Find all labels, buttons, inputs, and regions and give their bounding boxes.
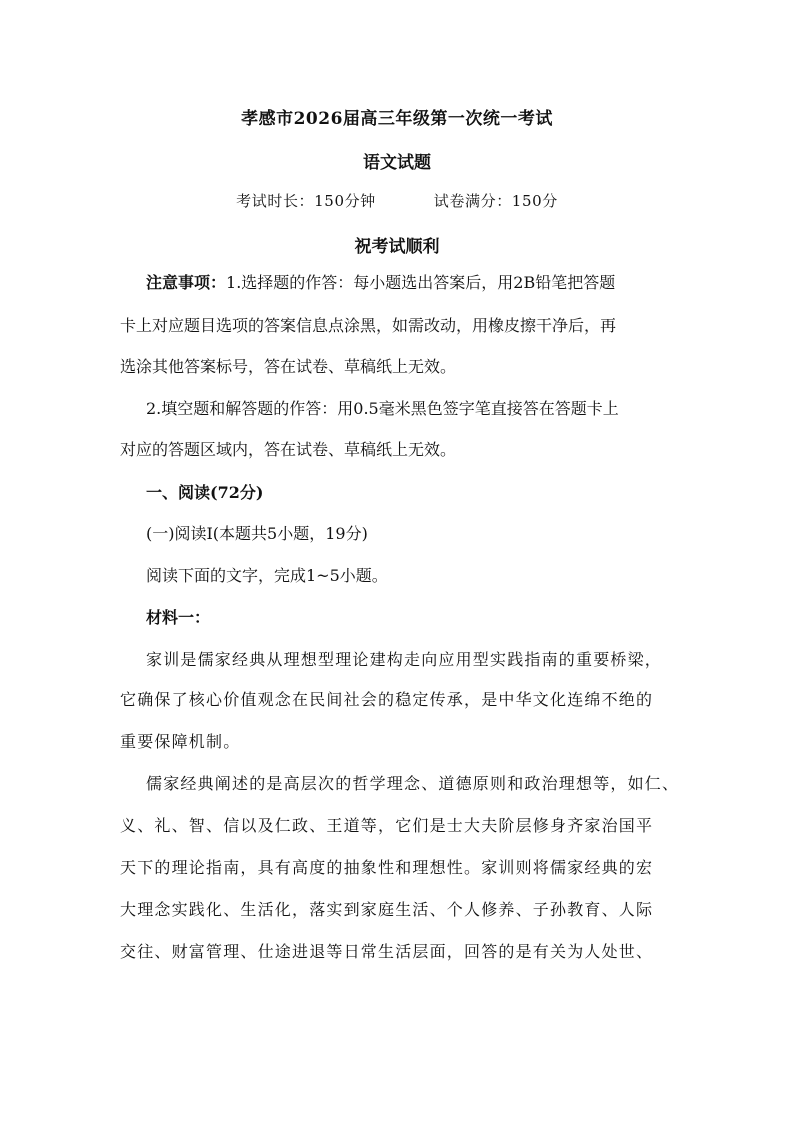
notice-line-4: 2.填空题和解答题的作答：用0.5毫米黑色签字笔直接答在答题卡上 <box>146 399 619 418</box>
passage-line: 家训是儒家经典从理想型理论建构走向应用型实践指南的重要桥梁， <box>146 650 663 669</box>
reading-instruction: 阅读下面的文字，完成1~5小题。 <box>146 566 388 585</box>
notice-line-1-text: 1.选择题的作答：每小题选出答案后，用2B铅笔把答题 <box>226 273 616 292</box>
passage-line: 交往、财富管理、仕途进退等日常生活层面，回答的是有关为人处世、 <box>120 942 654 961</box>
good-luck-text: 祝考试顺利 <box>354 237 440 257</box>
notice-line-2: 卡上对应题目选项的答案信息点涂黑，如需改动，用橡皮擦干净后，再 <box>120 316 617 335</box>
passage-line: 大理念实践化、生活化，落实到家庭生活、个人修养、子孙教育、人际 <box>120 900 654 919</box>
notice-line-5: 对应的答题区域内，答在试卷、草稿纸上无效。 <box>120 440 457 459</box>
passage-line: 它确保了核心价值观念在民间社会的稳定传承，是中华文化连绵不绝的 <box>120 690 654 709</box>
exam-title: 孝感市2026届高三年级第一次统一考试 <box>241 109 553 129</box>
passage-line: 儒家经典阐述的是高层次的哲学理念、道德原则和政治理想等，如仁、 <box>146 774 680 793</box>
passage-line: 天下的理论指南，具有高度的抽象性和理想性。家训则将儒家经典的宏 <box>120 858 654 877</box>
subject-title: 语文试题 <box>363 153 431 173</box>
notice-line-1 <box>146 272 716 294</box>
notice-label: 注意事项： <box>146 273 227 292</box>
exam-full-score: 试卷满分：150分 <box>433 192 558 210</box>
exam-duration: 考试时长：150分钟 <box>236 192 376 210</box>
sub-section-heading: (一)阅读Ⅰ(本题共5小题，19分) <box>146 524 368 543</box>
exam-info <box>0 190 794 211</box>
notice-line-3: 选涂其他答案标号，答在试卷、草稿纸上无效。 <box>120 357 457 376</box>
passage-line: 重要保障机制。 <box>120 732 241 751</box>
passage-line: 义、礼、智、信以及仁政、王道等，它们是士大夫阶层修身齐家治国平 <box>120 816 654 835</box>
section-heading: 一、阅读(72分) <box>146 483 264 502</box>
material-label: 材料一： <box>146 608 211 627</box>
